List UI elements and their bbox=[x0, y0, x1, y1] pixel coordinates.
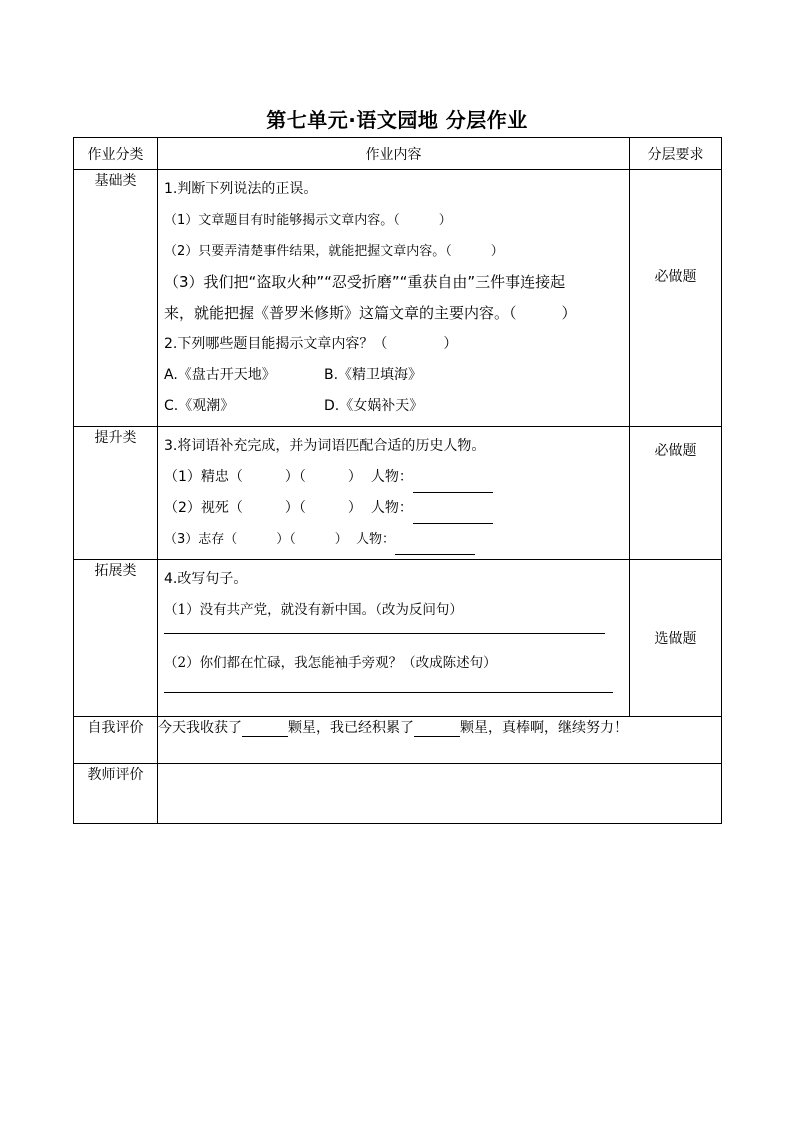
category-self-eval: 自我评价 bbox=[74, 717, 158, 764]
level-basic-label: 必做题 bbox=[654, 269, 697, 285]
sentence-1: （1）没有共产党，就没有新中国。（改为反问句） bbox=[164, 602, 463, 618]
header-content: 作业内容 bbox=[158, 138, 630, 170]
homework-table bbox=[73, 137, 722, 824]
fill-item-text: （3）志存（ ）（ ） bbox=[164, 532, 348, 547]
fill-item-2 bbox=[164, 493, 623, 524]
sentence-2: （2）你们都在忙碌，我怎能袖手旁观？（改成陈述句） bbox=[164, 655, 497, 671]
self-eval-text-2: 颗星，我已经积累了 bbox=[288, 720, 414, 736]
self-eval-content bbox=[158, 717, 722, 764]
answer-line-1[interactable] bbox=[164, 632, 605, 634]
content-advance bbox=[158, 427, 630, 560]
fill-item-text: （2）视死（ ）（ ） bbox=[164, 500, 362, 516]
category-teacher-eval: 教师评价 bbox=[74, 764, 158, 824]
content-extend bbox=[158, 560, 630, 717]
table-header-row bbox=[74, 138, 722, 170]
person-label: 人物： bbox=[370, 500, 413, 516]
option-c: C.《观潮》 bbox=[164, 398, 235, 414]
answer-blank[interactable] bbox=[413, 505, 493, 524]
row-self-eval bbox=[74, 717, 722, 764]
person-label: 人物： bbox=[356, 532, 396, 547]
category-advance: 提升类 bbox=[74, 427, 158, 560]
category-extend: 拓展类 bbox=[74, 560, 158, 717]
option-a: A.《盘古开天地》 bbox=[164, 367, 276, 383]
option-d: D.《女娲补天》 bbox=[324, 398, 424, 414]
category-basic: 基础类 bbox=[74, 170, 158, 427]
answer-line-2[interactable] bbox=[164, 691, 613, 693]
header-level: 分层要求 bbox=[630, 138, 722, 170]
question-1-3b: 来，就能把握《普罗米修斯》这篇文章的主要内容。（ ） bbox=[164, 304, 577, 322]
page-title: 第七单元·语文园地 分层作业 bbox=[266, 108, 528, 132]
question-1-2: （2）只要弄清楚事件结果，就能把握文章内容。（ ） bbox=[164, 244, 504, 259]
question-3: 3.将词语补充完成，并为词语匹配合适的历史人物。 bbox=[164, 438, 486, 454]
level-advance bbox=[630, 427, 722, 560]
fill-item-3 bbox=[164, 524, 623, 555]
options-row-2 bbox=[164, 391, 623, 422]
person-label: 人物： bbox=[370, 469, 413, 485]
fill-item-1 bbox=[164, 462, 623, 493]
option-b: B.《精卫填海》 bbox=[324, 367, 423, 383]
question-2: 2.下列哪些题目能揭示文章内容？（ ） bbox=[164, 336, 458, 352]
question-4: 4.改写句子。 bbox=[164, 571, 248, 587]
question-1: 1.判断下列说法的正误。 bbox=[164, 181, 318, 197]
row-advance bbox=[74, 427, 722, 560]
teacher-eval-content[interactable] bbox=[158, 764, 722, 824]
self-eval-text-3: 颗星，真棒啊，继续努力！ bbox=[460, 720, 628, 736]
self-eval-text-1: 今天我收获了 bbox=[158, 720, 242, 736]
header-category: 作业分类 bbox=[74, 138, 158, 170]
content-basic bbox=[158, 170, 630, 427]
stars-earned-blank[interactable] bbox=[242, 719, 288, 737]
row-teacher-eval bbox=[74, 764, 722, 824]
stars-total-blank[interactable] bbox=[414, 719, 460, 737]
question-1-1: （1）文章题目有时能够揭示文章内容。（ ） bbox=[164, 213, 452, 228]
level-extend bbox=[630, 560, 722, 717]
row-basic bbox=[74, 170, 722, 427]
answer-blank[interactable] bbox=[395, 536, 475, 555]
level-advance-label: 必做题 bbox=[654, 443, 697, 459]
row-extend bbox=[74, 560, 722, 717]
options-row-1 bbox=[164, 360, 623, 391]
level-extend-label: 选做题 bbox=[654, 631, 697, 647]
level-basic bbox=[630, 170, 722, 427]
fill-item-text: （1）精忠（ ）（ ） bbox=[164, 469, 362, 485]
question-1-3a: （3）我们把“盗取火种”“忍受折磨”“重获自由”三件事连接起 bbox=[164, 273, 566, 291]
answer-blank[interactable] bbox=[413, 474, 493, 493]
